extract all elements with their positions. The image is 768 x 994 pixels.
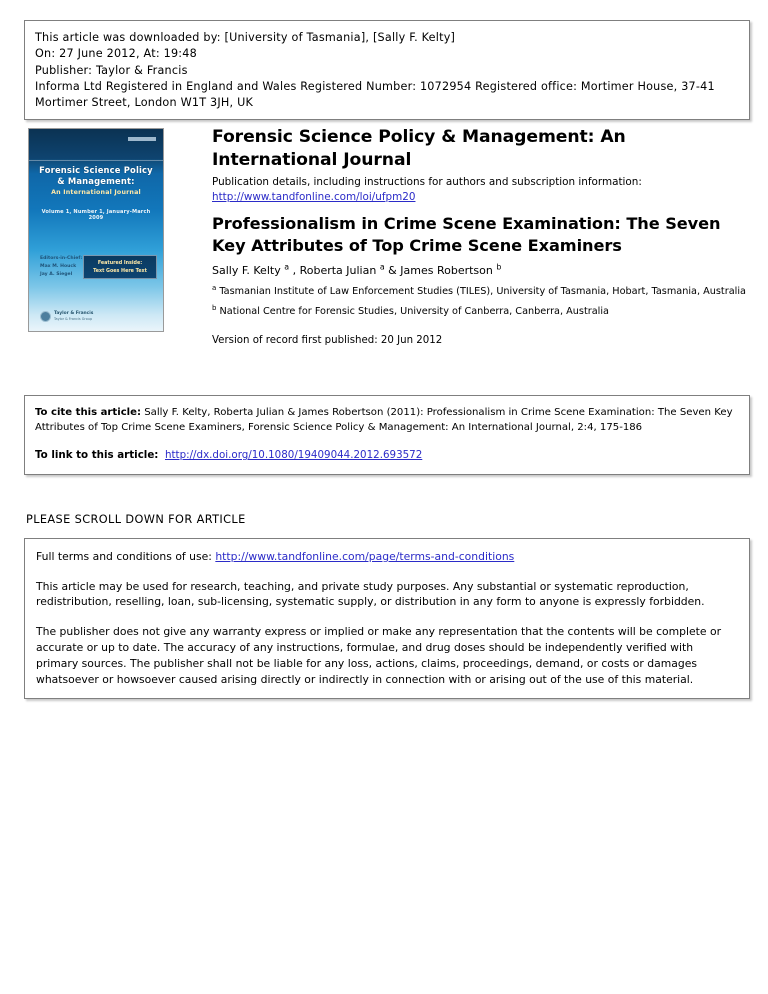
cover-issue-line: Volume 1, Number 1, January-March 2009 — [41, 209, 151, 221]
author-3-affil-mark: b — [496, 262, 502, 272]
cover-corner-label — [128, 137, 156, 141]
author-2-affil-mark: a — [379, 262, 385, 272]
cover-rule — [29, 160, 163, 161]
taylor-francis-emblem-icon — [40, 311, 51, 322]
author-separator-1: , — [289, 264, 300, 277]
terms-paragraph-usage: This article may be used for research, teaching, and private study purposes. Any substantial or systematic reproduction, redistribution, reselling, loan, sub-licensing, systematic supply, or distribution in any form to anyone is expressly forbidden. — [36, 579, 705, 609]
cover-publisher-name: Taylor & Francis — [54, 311, 94, 317]
cover-publisher-wordmark — [54, 311, 93, 322]
cover-featured-text: Text Goes Here Text — [93, 268, 147, 274]
journal-title: Forensic Science Policy & Management: An International Journal — [212, 127, 626, 170]
author-3-name: James Robertson — [400, 264, 497, 277]
cite-this-article — [35, 406, 739, 435]
affiliation-a — [212, 285, 750, 299]
terms-paragraph-warranty: The publisher does not give any warranty express or implied or make any representation that the contents will be complete or accurate or up to date. The accuracy of any instructions, formulae, and drug doses should be independently verified with primary sources. The publisher shall not be liable for any loss, actions, claims, proceedings, demand, or costs or damages whatsoever or howsoever caused arising directly or indirectly in connection with or arising out of the use of this material. — [36, 625, 722, 686]
publication-details-label: Publication details, including instructions for authors and subscription information: — [212, 176, 642, 188]
cite-this-article-text: Sally F. Kelty, Roberta Julian & James Robertson (2011): Professionalism in Crime Scene Examination: The Seven Key Attributes of Top Crime Scene Examiners, Forensic Science Policy & Management: An International Journal, 2:4, 175-186 — [35, 407, 733, 433]
author-1-affil-mark: a — [284, 262, 290, 272]
article-title: Professionalism in Crime Scene Examination: The Seven Key Attributes of Top Crime Scene Examiners — [212, 214, 721, 255]
cover-subtitle: An International Journal — [51, 189, 141, 196]
affiliation-b — [212, 305, 750, 319]
terms-and-conditions-box — [24, 538, 750, 699]
journal-cover-image — [28, 128, 164, 332]
cover-featured-banner — [83, 255, 157, 279]
journal-homepage-link[interactable]: http://www.tandfonline.com/loi/ufpm20 — [212, 190, 416, 203]
full-terms-label: Full terms and conditions of use: — [36, 550, 216, 563]
version-of-record: Version of record first published: 20 Jun 2012 — [212, 335, 443, 346]
terms-and-conditions-link[interactable]: http://www.tandfonline.com/page/terms-and-conditions — [215, 550, 515, 563]
cover-featured-heading: Featured Inside: — [97, 261, 143, 266]
affiliation-a-mark: a — [212, 283, 217, 292]
cite-this-article-label: To cite this article: — [35, 407, 142, 418]
download-line-registration: Informa Ltd Registered in England and Wales Registered Number: 1072954 Registered office: Mortimer House, 37-41 Mortimer Street, London W1T 3JH, UK — [35, 79, 715, 110]
cover-editors: Editors-in-Chief: Max M. Houck Jay A. Siegel — [40, 256, 83, 277]
author-1-name: Sally F. Kelty — [212, 264, 285, 277]
download-line-date: On: 27 June 2012, At: 19:48 — [35, 47, 197, 61]
download-info-box — [24, 20, 750, 120]
link-to-this-article — [35, 448, 739, 463]
journal-metadata — [212, 126, 750, 348]
article-authors — [212, 263, 750, 279]
affiliation-a-text: Tasmanian Institute of Law Enforcement Studies (TILES), University of Tasmania, Hobart, Tasmania, Australia — [216, 286, 746, 297]
affiliation-b-text: National Centre for Forensic Studies, University of Canberra, Canberra, Australia — [216, 306, 609, 317]
cover-top-band — [29, 129, 163, 159]
doi-link[interactable]: http://dx.doi.org/10.1080/19409044.2012.693572 — [164, 449, 423, 462]
affiliation-b-mark: b — [212, 303, 217, 312]
author-2-name: Roberta Julian — [299, 264, 380, 277]
download-line-downloaded-by: This article was downloaded by: [University of Tasmania], [Sally F. Kelty] — [35, 31, 456, 44]
cover-publisher-group: Taylor & Francis Group — [54, 316, 93, 321]
download-line-publisher: Publisher: Taylor & Francis — [35, 63, 188, 77]
cover-publisher-logo — [40, 311, 93, 322]
scroll-down-notice: PLEASE SCROLL DOWN FOR ARTICLE — [26, 513, 246, 526]
link-to-this-article-label: To link to this article: — [35, 449, 159, 462]
author-separator-2: & — [384, 264, 401, 277]
full-terms-line — [36, 549, 738, 565]
citation-box — [24, 395, 750, 475]
cover-title: Forensic Science Policy & Management: — [39, 165, 153, 186]
publication-details — [212, 175, 750, 204]
